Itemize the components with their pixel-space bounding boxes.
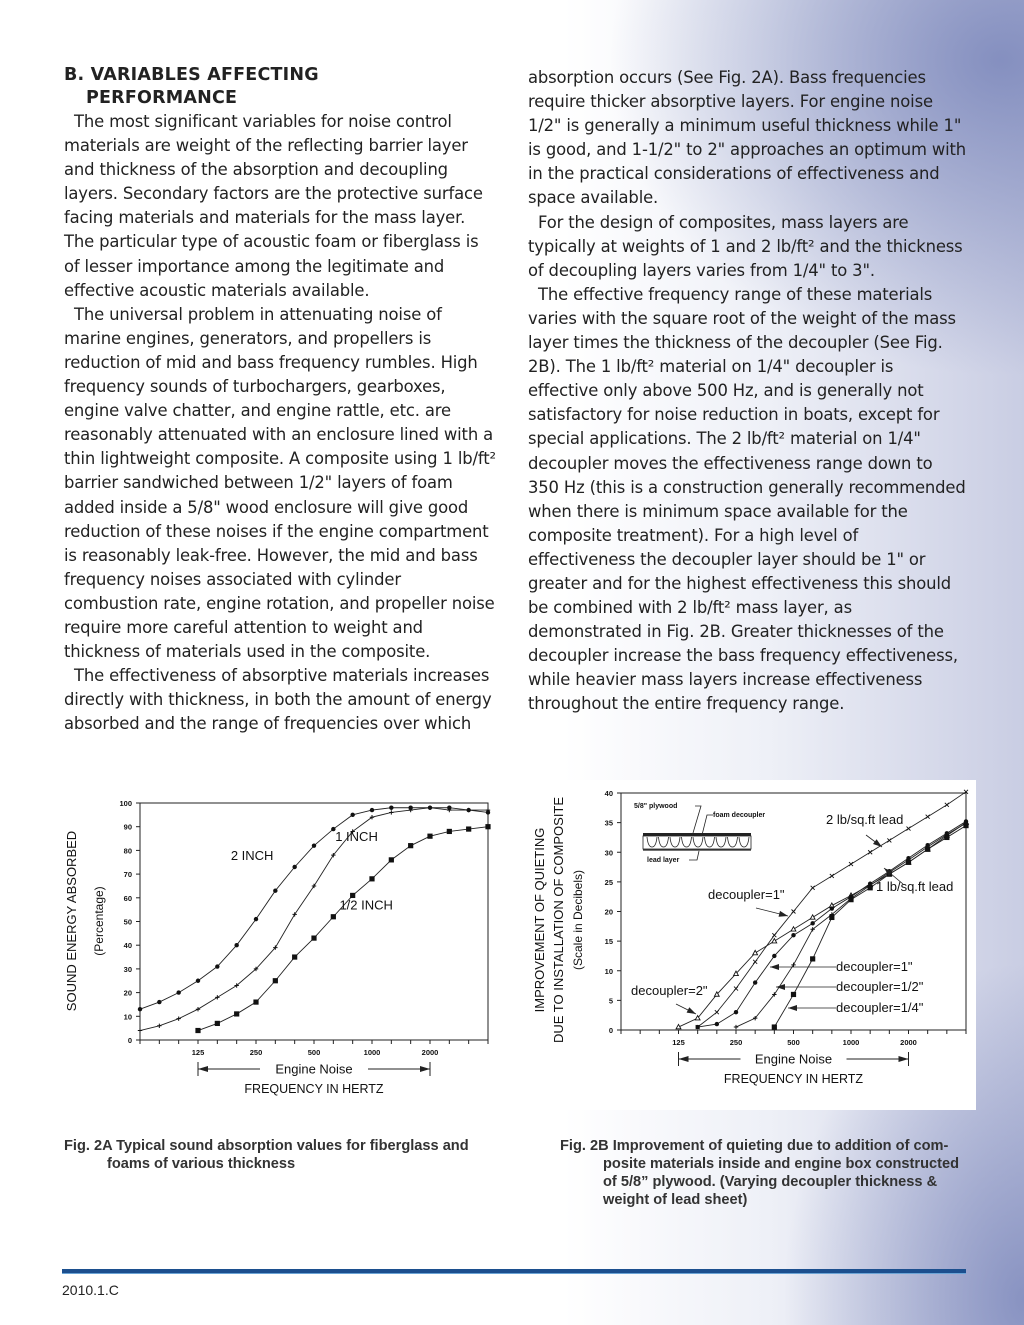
data-point	[427, 834, 432, 839]
data-point	[830, 874, 834, 878]
series-label: 1/2 INCH	[339, 897, 393, 913]
range-arrow-left-icon	[679, 1056, 689, 1062]
caption-line: foams of various thickness	[107, 1156, 296, 1172]
data-point	[292, 954, 297, 959]
data-point	[195, 1028, 200, 1033]
y-tick-label: 70	[123, 870, 132, 880]
caption-line: of 5/8” plywood. (Varying decoupler thickness &	[603, 1174, 938, 1190]
x-axis-title: FREQUENCY IN HERTZ	[244, 1082, 384, 1096]
annotation-arrowhead-icon	[687, 1007, 696, 1014]
data-point	[907, 827, 911, 831]
x-tick-label: 500	[787, 1038, 800, 1047]
figure-2a-svg	[56, 786, 500, 1104]
range-arrow-right-icon	[899, 1056, 909, 1062]
inset-leader-line	[689, 851, 699, 860]
data-point	[791, 963, 795, 967]
series-annotation: decoupler=1"	[708, 887, 785, 902]
y-tick-label: 40	[604, 789, 613, 798]
x-tick-label: 1000	[842, 1038, 860, 1047]
y-axis-title: IMPROVEMENT OF QUIETING	[532, 827, 547, 1013]
data-point	[273, 978, 278, 983]
data-point	[810, 956, 815, 961]
y-axis-title-line2: DUE TO INSTALLATION OF COMPOSITE	[551, 796, 566, 1044]
data-point	[945, 803, 949, 807]
data-point	[810, 921, 814, 925]
data-point	[196, 1007, 200, 1011]
y-tick-label: 20	[604, 907, 613, 917]
series-line	[736, 823, 966, 1027]
data-point	[215, 995, 219, 999]
inset-label-foam: foam decoupler	[713, 812, 766, 819]
data-point	[234, 943, 238, 947]
data-point	[753, 980, 757, 984]
data-point	[829, 915, 834, 920]
data-point	[389, 810, 393, 814]
x-tick-label: 250	[249, 1048, 263, 1057]
x-tick-label: 125	[191, 1048, 205, 1057]
data-point	[176, 990, 180, 994]
body-paragraph: The effective frequency range of these materials varies with the square root of the weight of the mass layer times the thickness of the decoupler (See Fig. 2B). The 1 lb/ft² material on 1/4" decoupler is effective only above 500 Hz, and is generally not satisfactory for noise reduction in boats, except for special applications. The 2 lb/ft² material on 1/4" decoupler moves the effectiveness range down to 350 Hz (this is a construction generally recommended when there is minimum space available for the composite treatment). For a high level of effectiveness the decoupler layer should be 1" or greater and for the highest effectiveness this should be combined with 2 lb/ft² mass layer, as demonstrated in Fig. 2B. Greater thicknesses of the decoupler increase the bass frequency effectiveness, while heavier mass layers increase effectiveness throughout the entire frequency range.	[528, 284, 966, 714]
y-tick-label: 0	[608, 1026, 613, 1035]
series-line	[140, 808, 488, 1009]
data-point	[772, 939, 777, 943]
data-point	[906, 860, 911, 865]
y-tick-label: 90	[123, 822, 132, 832]
data-point	[848, 897, 853, 902]
body-paragraph: The most significant variables for noise control materials are weight of the reflecting barrier layer and thickness of the absorption and decoupling layers. Secondary factors are the protective surface facing materials and materials for the mass layer. The particular type of acoustic foam or fiberglass is of lesser importance among the legitimate and effective acoustic materials available.	[64, 112, 483, 300]
left-column	[64, 64, 496, 736]
inset-label-lead: lead layer	[647, 857, 680, 864]
data-point	[792, 910, 796, 914]
y-tick-label: 30	[123, 964, 132, 974]
data-point	[389, 857, 394, 862]
y-tick-label: 20	[123, 988, 132, 998]
data-point	[370, 808, 374, 812]
data-point	[331, 914, 336, 919]
data-point	[925, 847, 930, 852]
data-point	[215, 964, 219, 968]
data-point	[887, 838, 891, 842]
range-label: Engine Noise	[754, 1051, 833, 1067]
y-tick-label: 0	[127, 1036, 132, 1045]
y-tick-label: 40	[123, 941, 132, 951]
inset-leader-line	[693, 806, 701, 833]
data-point	[311, 935, 316, 940]
range-label: Engine Noise	[275, 1061, 353, 1077]
data-point	[868, 850, 872, 854]
footer-document-code: 2010.1.C	[62, 1282, 119, 1298]
annotation-arrowhead-icon	[788, 1005, 797, 1011]
plot-frame	[140, 803, 488, 1040]
figure-2a-chart	[56, 786, 500, 1104]
x-tick-label: 2000	[421, 1048, 439, 1057]
data-point	[810, 915, 815, 919]
y-tick-label: 5	[608, 996, 613, 1006]
y-tick-label: 80	[123, 846, 132, 856]
data-point	[157, 1000, 161, 1004]
series-annotation: 1 lb/sq.ft lead	[876, 879, 954, 894]
annotation-arrowhead-icon	[873, 839, 882, 847]
y-tick-label: 50	[123, 917, 132, 927]
body-paragraph: absorption occurs (See Fig. 2A). Bass frequencies require thicker absorptive layers. For engine noise 1/2" is generally a minimum useful thickness while 1" is good, and 1-1/2" to 2" approaches an optimum with in the practical considerations of effectiveness and space available.	[528, 68, 967, 208]
data-point	[772, 954, 776, 958]
data-point	[695, 1025, 699, 1029]
y-tick-label: 10	[604, 966, 613, 976]
x-axis-title: FREQUENCY IN HERTZ	[723, 1072, 864, 1086]
y-tick-label: 100	[119, 799, 132, 808]
series-line	[698, 821, 966, 1027]
right-column	[528, 66, 968, 717]
data-point	[772, 933, 776, 937]
data-point	[715, 1010, 719, 1014]
series-annotation: decoupler=1"	[836, 959, 913, 974]
x-tick-label: 2000	[900, 1038, 917, 1047]
data-point	[849, 862, 853, 866]
inset-label-plywood: 5/8" plywood	[634, 803, 678, 810]
data-point	[312, 843, 316, 847]
y-tick-label: 60	[123, 893, 132, 903]
annotation-arrowhead-icon	[770, 964, 779, 970]
data-point	[734, 987, 738, 991]
range-arrow-left-icon	[198, 1066, 208, 1072]
data-point	[292, 865, 296, 869]
data-point	[138, 1028, 142, 1032]
data-point	[791, 933, 795, 937]
figure-2a-caption	[64, 1137, 504, 1173]
data-point	[926, 815, 930, 819]
y-tick-label: 35	[604, 818, 613, 828]
data-point	[963, 823, 968, 828]
data-point	[868, 885, 873, 890]
data-point	[676, 1024, 681, 1028]
y-axis-title: SOUND ENERGY ABSORBED	[64, 830, 79, 1012]
data-point	[350, 813, 354, 817]
section-heading	[64, 64, 496, 110]
figure-2b-caption	[560, 1137, 980, 1209]
data-point	[734, 1010, 738, 1014]
series-annotation: 2 lb/sq.ft lead	[826, 812, 904, 827]
series-label: 2 INCH	[230, 847, 274, 863]
series-line	[140, 808, 488, 1031]
y-axis-subtitle: (Scale in Decibels)	[571, 869, 585, 971]
data-point	[369, 876, 374, 881]
y-tick-label: 25	[604, 877, 613, 887]
data-point	[791, 992, 796, 997]
data-point	[253, 999, 258, 1004]
caption-line: Fig. 2B Improvement of quieting due to addition of com-	[560, 1138, 949, 1154]
data-point	[196, 979, 200, 983]
figure-2b-svg	[526, 780, 976, 1110]
body-paragraph: The universal problem in attenuating noise of marine engines, generators, and propellers is reduction of mid and bass frequency rumbles. High frequency sounds of turbochargers, gearboxes, engine valve chatter, and engine rattle, etc. are reasonably attenuated with an enclosure lined with a thin lightweight composite. A composite using 1 lb/ft² barrier sandwiched between 1/2" layers of foam added inside a 5/8" wood enclosure will give good reduction of these noises if the engine compartment is reasonably leak-free. However, the mid and bass frequency noises associated with cylinder combustion rate, engine rotation, and propeller noise require more careful attention to weight and thickness of materials used in the composite.	[64, 304, 496, 662]
caption-line: Fig. 2A Typical sound absorption values for fiberglass and	[64, 1138, 469, 1154]
data-point	[753, 960, 757, 964]
data-point	[157, 1024, 161, 1028]
plywood-layer-icon	[643, 833, 751, 836]
series-annotation: decoupler=1/4"	[836, 1000, 924, 1015]
caption-line: posite materials inside and engine box constructed	[603, 1156, 960, 1172]
range-arrow-right-icon	[420, 1066, 430, 1072]
data-point	[215, 1021, 220, 1026]
data-point	[447, 829, 452, 834]
data-point	[176, 1016, 180, 1020]
data-point	[234, 1011, 239, 1016]
data-point	[485, 824, 490, 829]
data-point	[772, 1024, 777, 1029]
footer-rule	[62, 1269, 966, 1274]
figure-2b-chart	[526, 780, 976, 1110]
data-point	[466, 826, 471, 831]
y-axis-subtitle: (Percentage)	[92, 886, 106, 956]
data-point	[273, 888, 277, 892]
data-point	[734, 1025, 738, 1029]
series-line	[774, 826, 966, 1027]
y-tick-label: 30	[604, 848, 613, 858]
data-point	[944, 835, 949, 840]
section-heading-line1: B. VARIABLES AFFECTING	[64, 65, 319, 85]
inset-leader-line	[702, 815, 713, 835]
data-point	[753, 950, 758, 954]
data-point	[811, 886, 815, 890]
y-tick-label: 10	[123, 1012, 132, 1022]
body-paragraph: The effectiveness of absorptive materials increases directly with thickness, in both the amount of energy absorbed and the range of frequencies over which	[64, 666, 492, 734]
y-tick-label: 15	[604, 937, 613, 947]
data-point	[791, 927, 796, 931]
x-tick-label: 125	[672, 1038, 685, 1047]
annotation-arrowhead-icon	[779, 911, 788, 917]
data-point	[389, 806, 393, 810]
data-point	[138, 1007, 142, 1011]
data-point	[830, 906, 834, 910]
series-annotation: decoupler=2"	[631, 983, 708, 998]
x-tick-label: 500	[307, 1048, 321, 1057]
section-heading-line2: PERFORMANCE	[86, 88, 238, 108]
x-tick-label: 1000	[363, 1048, 381, 1057]
series-label: 1 INCH	[335, 828, 378, 844]
data-point	[715, 1022, 719, 1026]
series-annotation: decoupler=1/2"	[836, 979, 924, 994]
body-paragraph: For the design of composites, mass layers are typically at weights of 1 and 2 lb/ft² and the thickness of decoupling layers varies from 1/4" to 3".	[528, 212, 963, 280]
data-point	[408, 843, 413, 848]
caption-line: weight of lead sheet)	[603, 1192, 748, 1208]
data-point	[254, 917, 258, 921]
series-line	[679, 823, 967, 1027]
x-tick-label: 250	[729, 1038, 743, 1047]
